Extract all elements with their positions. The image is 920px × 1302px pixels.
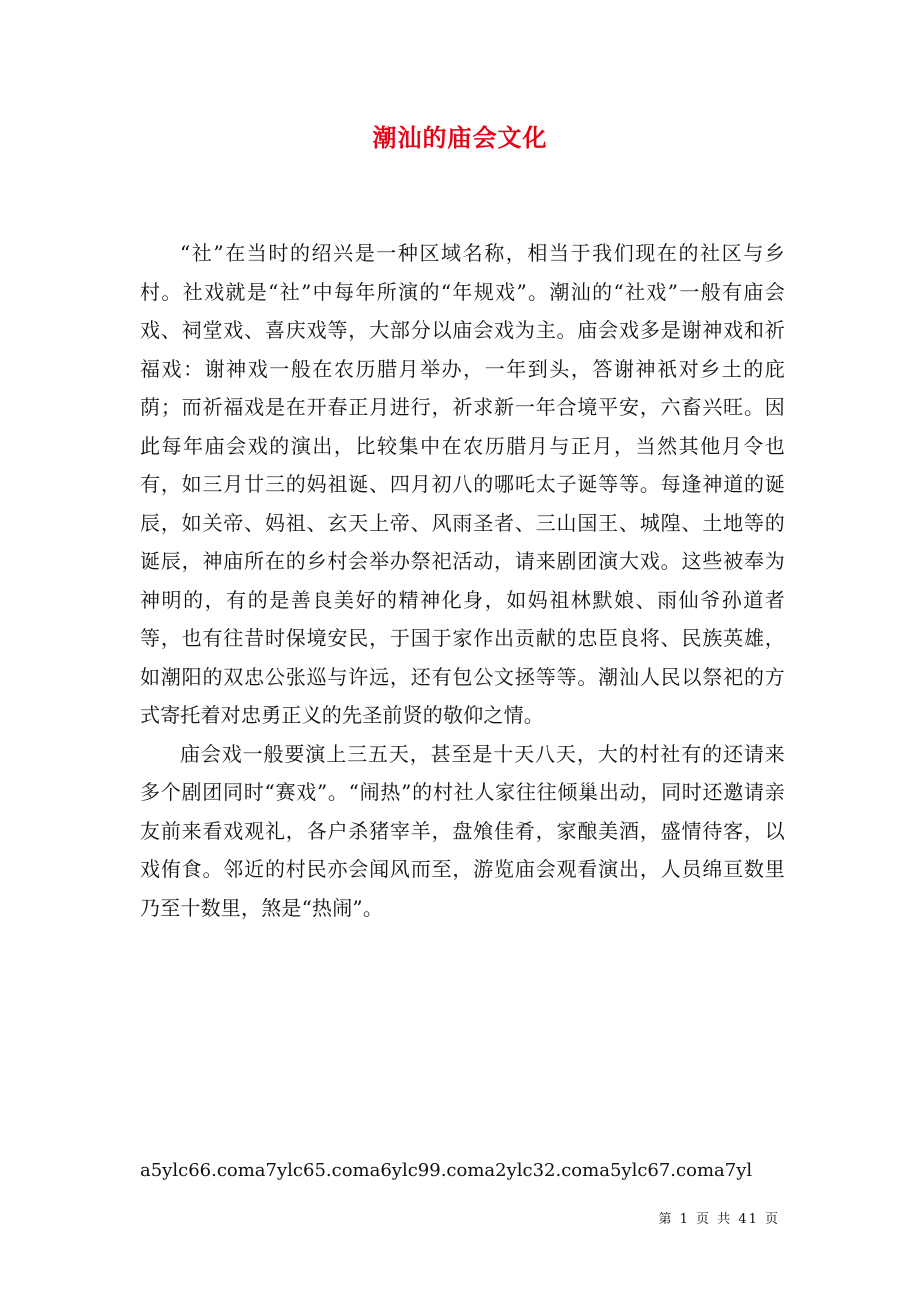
footer-link-text: a5ylc66.coma7ylc65.coma6ylc99.coma2ylc32.coma5ylc67.coma7yl: [140, 1160, 753, 1181]
document-body: [140, 234, 785, 927]
paragraph-1: “社”在当时的绍兴是一种区域名称，相当于我们现在的社区与乡村。社戏就是“社”中每年所演的“年规戏”。潮汕的“社戏”一般有庙会戏、祠堂戏、喜庆戏等，大部分以庙会戏为主。庙会戏多是谢神戏和祈福戏：谢神戏一般在农历腊月举办，一年到头，答谢神祇对乡土的庇荫；而祈福戏是在开春正月进行，祈求新一年合境平安，六畜兴旺。因此每年庙会戏的演出，比较集中在农历腊月与正月，当然其他月令也有，如三月廿三的妈祖诞、四月初八的哪吒太子诞等等。每逢神道的诞辰，如关帝、妈祖、玄天上帝、风雨圣者、三山国王、城隍、土地等的诞辰，神庙所在的乡村会举办祭祀活动，请来剧团演大戏。这些被奉为神明的，有的是善良美好的精神化身，如妈祖林默娘、雨仙爷孙道者等，也有往昔时保境安民，于国于家作出贡献的忠臣良将、民族英雄，如潮阳的双忠公张巡与许远，还有包公文拯等等。潮汕人民以祭祀的方式寄托着对忠勇正义的先圣前贤的敬仰之情。: [140, 241, 785, 727]
page-number: 第 1 页 共 41 页: [658, 1212, 780, 1227]
document-title: 潮汕的庙会文化: [372, 123, 548, 152]
paragraph-2: 庙会戏一般要演上三五天，甚至是十天八天，大的村社有的还请来多个剧团同时“赛戏”。“闹热”的村社人家往往倾巢出动，同时还邀请亲友前来看戏观礼，各户杀猪宰羊，盘飧佳肴，家酿美酒，盛情待客，以戏侑食。邻近的村民亦会闻风而至，游览庙会观看演出，人员绵亘数里乃至十数里，煞是“热闹”。: [140, 741, 785, 920]
